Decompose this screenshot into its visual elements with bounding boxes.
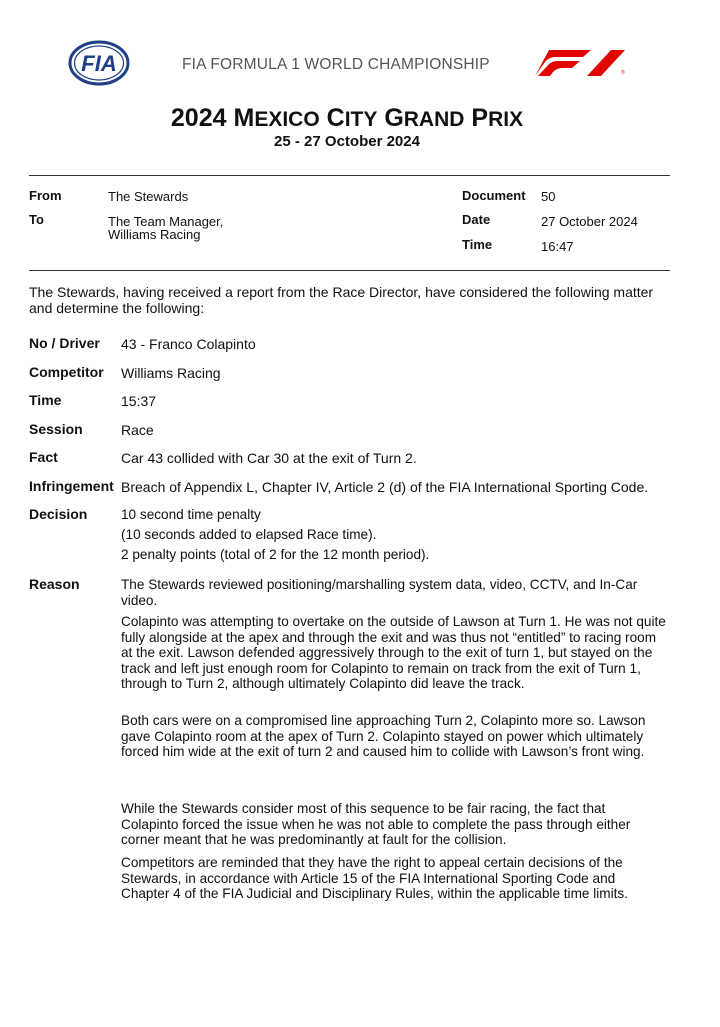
session-value: Race bbox=[121, 422, 154, 438]
f1-logo bbox=[535, 50, 627, 76]
reason-label: Reason bbox=[29, 576, 80, 592]
intro-text: The Stewards, having received a report from the Race Director, have considered the following matter and determine the following: bbox=[29, 284, 654, 316]
infringement-label: Infringement bbox=[29, 478, 114, 494]
to-value-line2: Williams Racing bbox=[108, 227, 201, 242]
fia-logo bbox=[68, 40, 130, 86]
competitor-value: Williams Racing bbox=[121, 365, 221, 381]
date-value: 27 October 2024 bbox=[541, 214, 638, 229]
driver-value: 43 - Franco Colapinto bbox=[121, 336, 256, 352]
incident-time-label: Time bbox=[29, 392, 62, 408]
incident-time-value: 15:37 bbox=[121, 393, 157, 409]
title-word: MEXICO bbox=[233, 104, 320, 132]
reason-paragraph: Both cars were on a compromised line approaching Turn 2, Colapinto more so. Lawson gave Colapinto room at the apex of Turn 2. Colapinto stayed on power which ultimately forced him wide at the exit of turn 2 and caused him to collide with Lawson’s front wing. bbox=[121, 713, 646, 760]
infringement-value: Breach of Appendix L, Chapter IV, Article 2 (d) of the FIA International Sporting Code. bbox=[121, 479, 649, 495]
to-label: To bbox=[29, 212, 44, 227]
championship-heading: FIA FORMULA 1 WORLD CHAMPIONSHIP bbox=[182, 56, 490, 73]
driver-label: No / Driver bbox=[29, 335, 100, 351]
event-dates: 25 - 27 October 2024 bbox=[274, 133, 420, 150]
appeal-notice: Competitors are reminded that they have the right to appeal certain decisions of the Stewards, in accordance with Article 15 of the FIA International Sporting Code and Chapter 4 of the FIA Judicial and Disciplinary Rules, within the applicable time limits. bbox=[121, 855, 628, 902]
svg-text:®: ® bbox=[621, 70, 625, 76]
decision-line2: (10 seconds added to elapsed Race time). bbox=[121, 527, 377, 542]
title-word: CITY bbox=[326, 104, 378, 132]
title-word: GRAND bbox=[384, 104, 465, 132]
time-value: 16:47 bbox=[541, 239, 574, 254]
to-value-line1: The Team Manager, bbox=[108, 214, 224, 229]
reason-paragraph: While the Stewards consider most of this sequence to be fair racing, the fact that Colapinto forced the issue when he was not able to complete the pass through either corner meant that he was predominantly at fault for the collision. bbox=[121, 801, 631, 848]
title-year: 2024 bbox=[170, 104, 227, 132]
document-title bbox=[0, 104, 694, 133]
reason-paragraph: The Stewards reviewed positioning/marshalling system data, video, CCTV, and In-Car video. bbox=[121, 577, 638, 608]
reason-paragraph: Colapinto was attempting to overtake on the outside of Lawson at Turn 1. He was not quite fully alongside at the apex and through the exit and was thus not “entitled” to racing room at the exit. Lawson defended aggressively through to the exit of turn 1, but stayed on the track and left just enough room for Colapinto to remain on track from the exit of Turn 1, through to Turn 2, although ultimately Colapinto did leave the track. bbox=[121, 614, 666, 692]
decision-line3: 2 penalty points (total of 2 for the 12 month period). bbox=[121, 547, 430, 562]
time-label: Time bbox=[462, 237, 493, 252]
divider-top bbox=[29, 175, 670, 176]
divider-bottom bbox=[29, 270, 670, 271]
date-label: Date bbox=[462, 212, 491, 227]
decision-label: Decision bbox=[29, 506, 88, 522]
fact-value: Car 43 collided with Car 30 at the exit of Turn 2. bbox=[121, 450, 417, 466]
session-label: Session bbox=[29, 421, 83, 437]
fia-logo-text: FIA bbox=[81, 51, 117, 76]
from-label: From bbox=[29, 188, 62, 203]
document-number: 50 bbox=[541, 189, 556, 204]
from-value: The Stewards bbox=[108, 189, 189, 204]
title-word: PRIX bbox=[471, 104, 524, 132]
decision-line1: 10 second time penalty bbox=[121, 507, 261, 522]
competitor-label: Competitor bbox=[29, 364, 104, 380]
fact-label: Fact bbox=[29, 449, 58, 465]
document-label: Document bbox=[462, 188, 526, 203]
